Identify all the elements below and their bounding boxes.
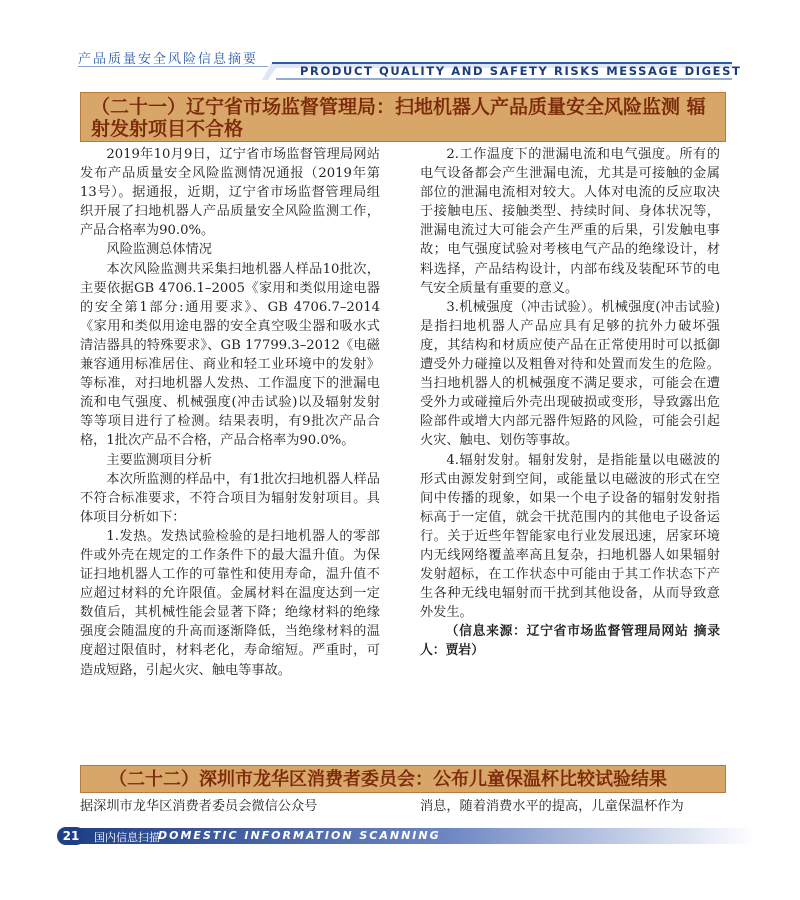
header-divider bbox=[78, 66, 268, 67]
paragraph: 本次所监测的样品中，有1批次扫地机器人样品不符合标准要求，不符合项目为辐射发射项目。具体项目分析如下： bbox=[80, 471, 380, 525]
paragraph: 3.机械强度（冲击试验）。机械强度(冲击试验)是指扫地机器人产品应具有足够的抗外力破坏强度，其结构和材质应使产品在正常使用时可以抵御遭受外力碰撞以及粗鲁对待和处置而发生的危险。当扫地机器人的机械强度不满足要求，可能会在遭受外力或碰撞后外壳出现破损或变形，导致露出危险部件或增大内部元器件短路的风险，可能会引起火灾、触电、划伤等事故。 bbox=[420, 299, 720, 449]
section-22-title: （二十二）深圳市龙华区消费者委员会：公布儿童保温杯比较试验结果 bbox=[109, 769, 667, 790]
section-22-right-start: 消息，随着消费水平的提高，儿童保温杯作为 bbox=[420, 799, 684, 814]
section-22-left-start: 据深圳市龙华区消费者委员会微信公众号 bbox=[80, 799, 318, 814]
paragraph: 本次风险监测共采集扫地机器人样品10批次，主要依据GB 4706.1–2005《家用和类似用途电器的安全第1部分:通用要求》、GB 4706.7–2014《家用和类似用途电器的安全真空吸尘器和吸水式清洁器具的特殊要求》、GB 17799.3–2012《电磁兼容通用标准居住、商业和轻工业环境中的发射》等标准，对扫地机器人发热、工作温度下的泄漏电流和电气强度、机械强度(冲击试验)以及辐射发射等等项目进行了检测。结果表明，有9批次产品合格，1批次产品不合格，产品合格率为90.0%。 bbox=[80, 261, 380, 449]
header-en-title: PRODUCT QUALITY AND SAFETY RISKS MESSAGE DIGEST bbox=[300, 64, 742, 78]
footer-en-label: DOMESTIC INFORMATION SCANNING bbox=[158, 829, 441, 842]
page-number: 21 bbox=[57, 827, 85, 845]
subheading-overview: 风险监测总体情况 bbox=[106, 242, 212, 258]
paragraph: 2.工作温度下的泄漏电流和电气强度。所有的电气设备都会产生泄漏电流，尤其是可接触的金属部位的泄漏电流相对较大。人体对电流的反应取决于接触电压、接触类型、持续时间、身体状况等，泄漏电流过大可能会产生严重的后果，引发触电事故；电气强度试验对考核电气产品的绝缘设计，材料选择，产品结构设计，内部布线及装配环节的电气安全质量有重要的意义。 bbox=[420, 147, 720, 296]
left-column bbox=[80, 145, 380, 680]
header-cn-title: 产品质量安全风险信息摘要 bbox=[78, 52, 259, 67]
paragraph: 2019年10月9日，辽宁省市场监督管理局网站发布产品质量安全风险监测情况通报（2019年第13号）。据通报，近期，辽宁省市场监督管理局组织开展了扫地机器人产品质量安全风险监测工作，产品合格率为90.0%。 bbox=[80, 147, 380, 239]
footer-cn-label: 国内信息扫描 bbox=[94, 831, 160, 844]
section-22-banner bbox=[80, 765, 726, 793]
source-note: （信息来源：辽宁省市场监督管理局网站 摘录人：贾岩） bbox=[420, 624, 720, 659]
section-21-banner bbox=[80, 92, 726, 142]
paragraph: 4.辐射发射。辐射发射，是指能量以电磁波的形式由源发射到空间，或能量以电磁波的形式在空间中传播的现象，如果一个电子设备的辐射发射指标高于一定值，就会干扰范围内的其他电子设备运行。关于近些年智能家电行业发展迅速，居家环境内无线网络覆盖率高且复杂，扫地机器人如果辐射发射超标，在工作状态中可能由于其工作状态下产生各种无线电辐射而干扰到其他设备，从而导致意外发生。 bbox=[420, 452, 720, 621]
section-21-title: （二十一）辽宁省市场监督管理局：扫地机器人产品质量安全风险监测 辐射发射项目不合格 bbox=[91, 96, 706, 140]
paragraph: 1.发热。发热试验检验的是扫地机器人的零部件或外壳在规定的工作条件下的最大温升值。为保证扫地机器人工作的可靠性和使用寿命，温升值不应超过材料的允许限值。金属材料在温度达到一定数值后，其机械性能会显著下降；绝缘材料的绝缘强度会随温度的升高而逐渐降低，当绝缘材料的温度超过限值时，材料老化，寿命缩短。严重时，可造成短路，引起火灾、触电等事故。 bbox=[80, 528, 380, 678]
subheading-analysis: 主要监测项目分析 bbox=[106, 452, 212, 468]
right-column bbox=[420, 145, 720, 661]
